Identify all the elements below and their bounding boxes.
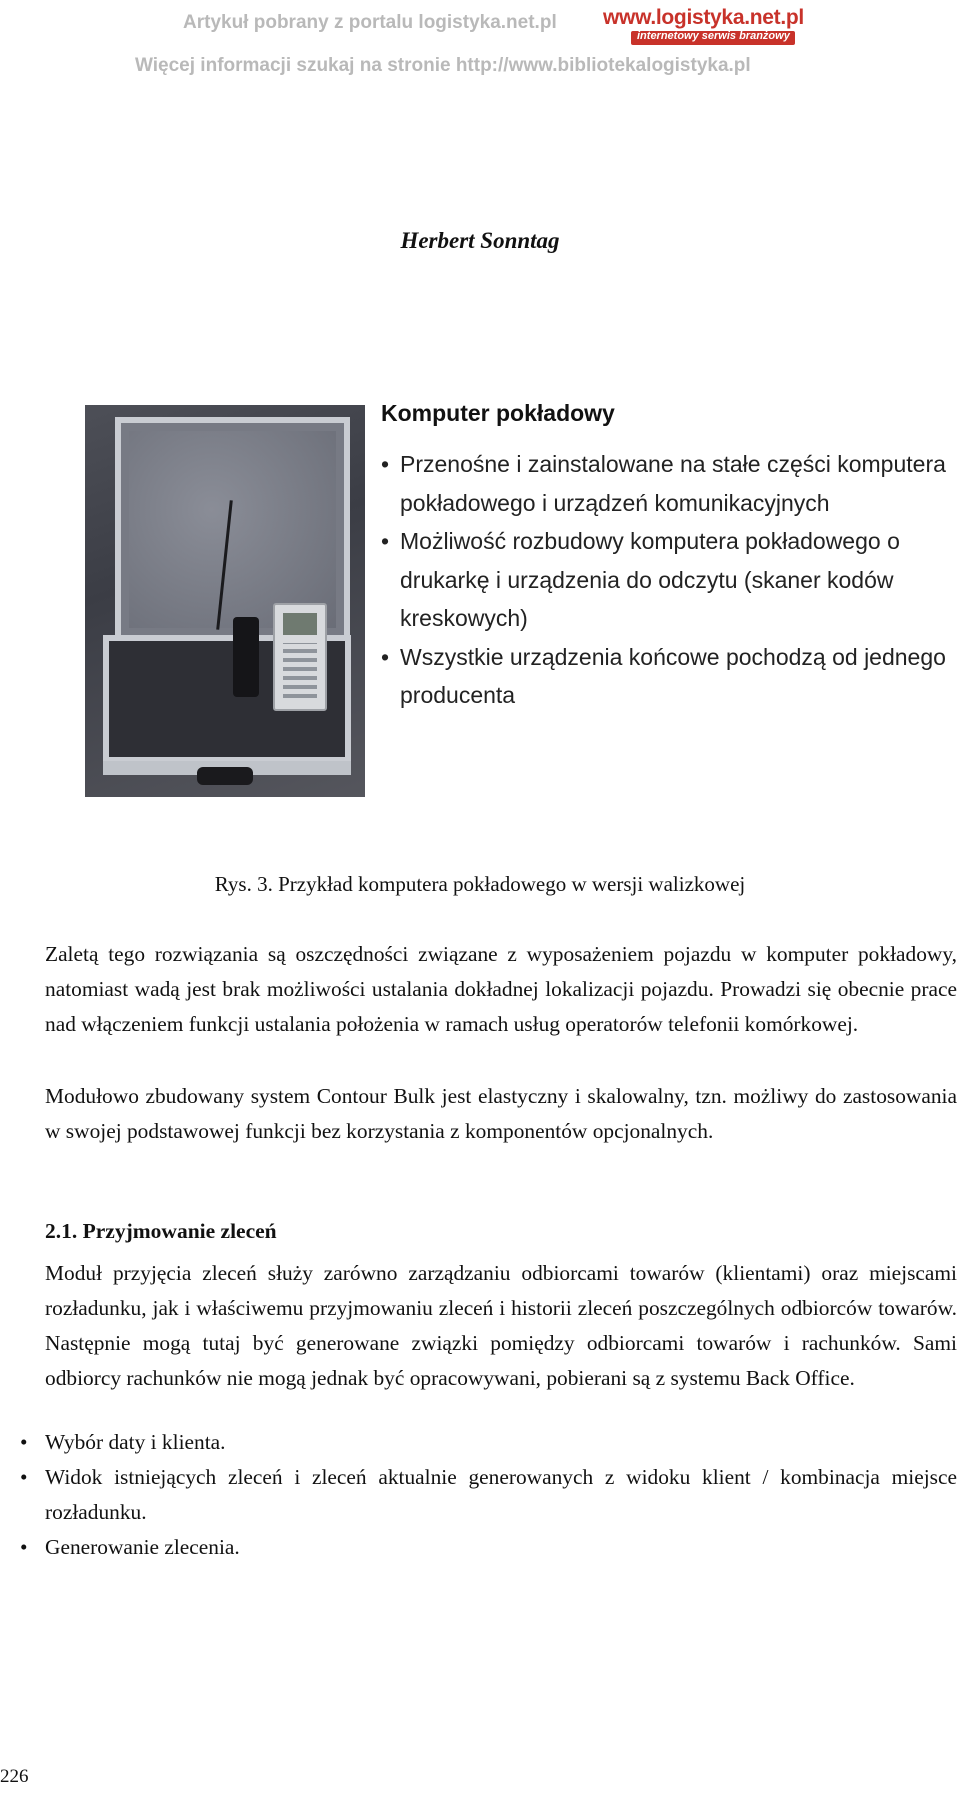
figure-text-panel: [381, 400, 956, 715]
list-item: • Generowanie zlecenia.: [20, 1530, 957, 1565]
section-bullet-list: [20, 1425, 957, 1565]
figure-bullet-list: [381, 445, 956, 715]
phone-handset: [233, 617, 259, 697]
case-handle: [197, 767, 253, 785]
header-info-line: Więcej informacji szukaj na stronie http://www.bibliotekalogistyka.pl: [135, 55, 751, 76]
figure-title: Komputer pokładowy: [381, 400, 615, 426]
logo-tagline: internetowy serwis branżowy: [637, 30, 790, 42]
figure-bullet: • Wszystkie urządzenia końcowe pochodzą od jednego producenta: [381, 638, 956, 715]
paragraph: Moduł przyjęcia zleceń służy zarówno zarządzaniu odbiorcami towarów (klientami) oraz miejscami rozładunku, jak i właściwemu przyjmowaniu zleceń i historii zleceń poszczególnych odbiorców towarów. Następnie mogą tutaj być generowane związki pomiędzy odbiorcami towarów i rachunków. Sami odbiorcy rachunków nie mogą jednak być opracowywani, pobierani są z systemu Back Office.: [45, 1261, 957, 1390]
handheld-terminal: [273, 603, 327, 711]
header-source-line: Artykuł pobrany z portalu logistyka.net.pl: [183, 12, 557, 33]
list-item: • Widok istniejących zleceń i zleceń aktualnie generowanych z widoku klient / kombinacja miejsce rozładunku.: [20, 1460, 957, 1530]
paragraph: Modułowo zbudowany system Contour Bulk jest elastyczny i skalowalny, tzn. możliwy do zastosowania w swojej podstawowej funkcji bez korzystania z komponentów opcjonalnych.: [45, 1084, 957, 1143]
logo-wordmark: www.logistyka.net.pl: [603, 6, 804, 29]
figure-bullet: • Przenośne i zainstalowane na stałe części komputera pokładowego i urządzeń komunikacyjnych: [381, 445, 956, 522]
figure-caption: Rys. 3. Przykład komputera pokładowego w wersji walizkowej: [214, 872, 746, 896]
section-heading: 2.1. Przyjmowanie zleceń: [45, 1219, 277, 1243]
page-number: 226: [0, 1766, 29, 1787]
list-item: • Wybór daty i klienta.: [20, 1425, 957, 1460]
figure-bullet: • Możliwość rozbudowy komputera pokładowego o drukarkę i urządzenia do odczytu (skaner kodów kreskowych): [381, 522, 956, 638]
figure-photo-onboard-computer-case: [85, 405, 365, 797]
site-logo: [603, 6, 804, 46]
author-name: Herbert Sonntag: [400, 228, 560, 253]
paragraph: Zaletą tego rozwiązania są oszczędności związane z wyposażeniem pojazdu w komputer pokładowy, natomiast wadą jest brak możliwości ustalania dokładnej lokalizacji pojazdu. Prowadzi się obecnie prace nad włączeniem funkcji ustalania położenia w ramach usług operatorów telefonii komórkowej.: [45, 942, 957, 1036]
